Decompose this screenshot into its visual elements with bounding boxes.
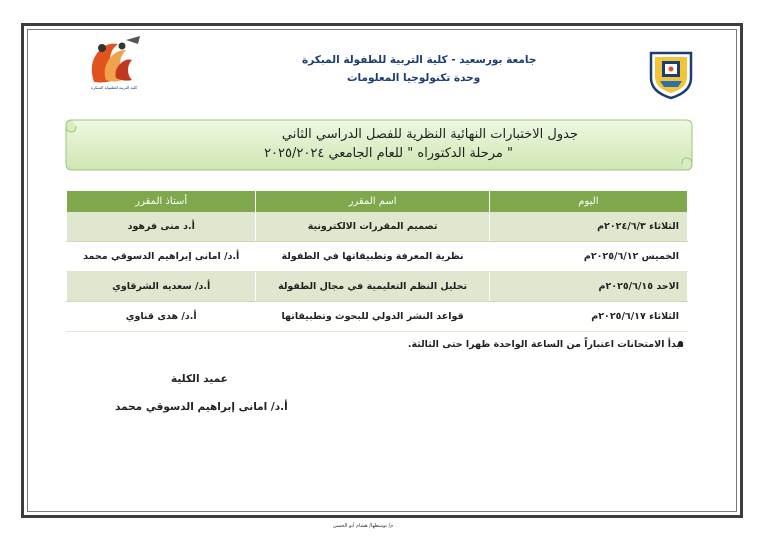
course-name-cell: تصميم المقررات الالكترونية: [256, 212, 489, 242]
course-name-cell: نظرية المعرفة وتطبيقاتها في الطفولة: [256, 242, 489, 272]
professor-cell: أ.د منى فرهود: [67, 212, 256, 242]
column-header-day: اليوم: [489, 191, 687, 212]
dean-name: أ.د/ امانى إبراهيم الدسوقي محمد: [115, 401, 288, 413]
unit-name: وحدة تكنولوجيا المعلومات: [347, 72, 481, 84]
college-logo-icon: [80, 34, 148, 92]
footer-credit: م/ توسطها/ هشام أبو الحسن: [333, 523, 394, 529]
title-scroll-banner: [64, 116, 694, 174]
exam-day-cell: الاحد ٢٠٢٥/٦/١٥م: [489, 272, 687, 302]
table-header-row: [67, 191, 688, 212]
exam-day-cell: الثلاثاء ٢٠٢٤/٦/٣م: [489, 212, 687, 242]
logo-caption: كلية التربية للطفولة المبكرة: [90, 85, 138, 90]
dean-title: عميد الكلية: [171, 373, 228, 385]
professor-cell: أ.د/ امانى إبراهيم الدسوقي محمد: [67, 242, 256, 272]
schedule-title: جدول الاختبارات النهائية النظرية للفصل الدراسي الثاني: [281, 127, 578, 142]
column-header-professor: أستاذ المقرر: [67, 191, 256, 212]
exam-schedule-table: [66, 191, 688, 332]
exam-day-cell: الثلاثاء ٢٠٢٥/٦/١٧م: [489, 302, 687, 332]
university-shield-icon: [648, 50, 694, 100]
course-name-cell: قواعد النشر الدولي للبحوث وتطبيقاتها: [256, 302, 489, 332]
table-row: [67, 212, 688, 242]
university-college-name: جامعة بورسعيد - كلية التربية للطفولة المبكرة: [302, 54, 537, 66]
professor-cell: أ.د/ هدى قناوي: [67, 302, 256, 332]
professor-cell: أ.د/ سعديه الشرقاوي: [67, 272, 256, 302]
exam-day-cell: الخميس ٢٠٢٥/٦/١٢م: [489, 242, 687, 272]
table-row: [67, 242, 688, 272]
table-row: [67, 302, 688, 332]
schedule-subtitle: " مرحلة الدكتوراه " للعام الجامعي ٢٠٢٥/٢٠٢٤: [264, 146, 513, 161]
table-row: [67, 272, 688, 302]
column-header-course: اسم المقرر: [256, 191, 489, 212]
exam-time-note: تبدأ الامتحانات اعتباراً من الساعة الواحدة ظهرا حتى الثالثة.: [407, 339, 684, 350]
course-name-cell: تحليل النظم التعليمية في مجال الطفولة: [256, 272, 489, 302]
